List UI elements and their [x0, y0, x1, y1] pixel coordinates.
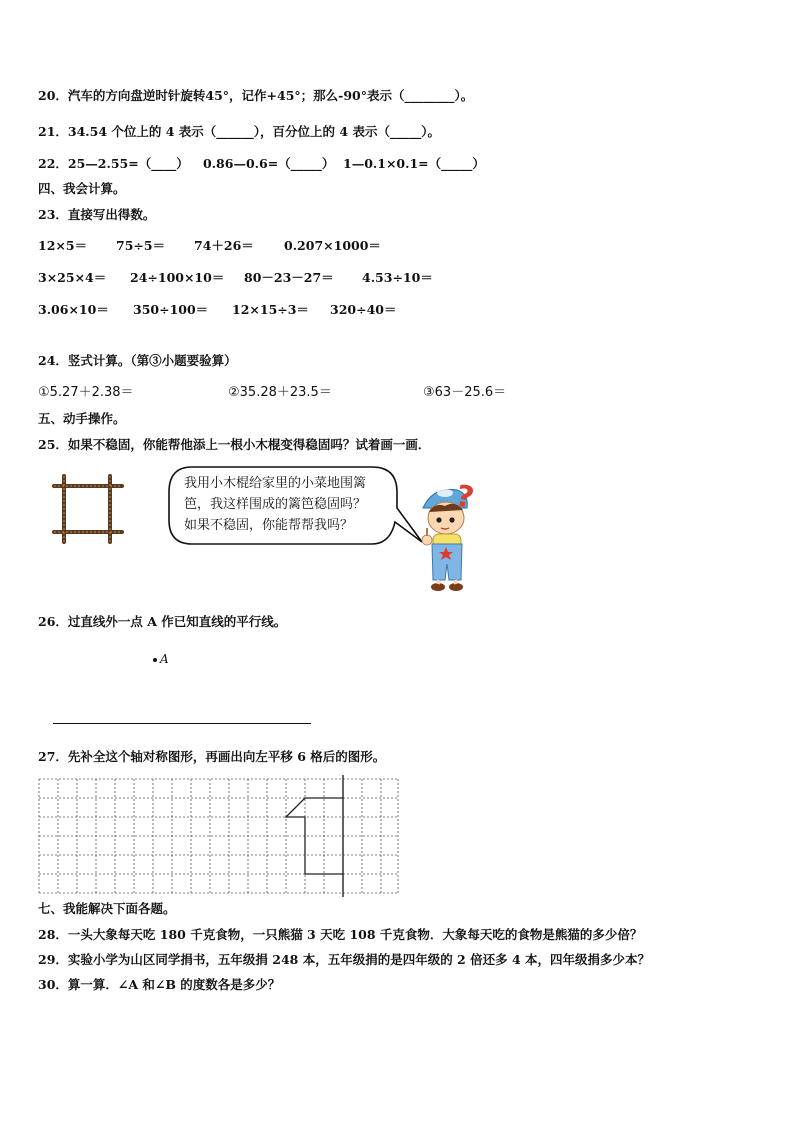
calc-23-1-2: 75÷5＝ [116, 238, 166, 253]
question-21: 21．34.54 个位上的 4 表示（______），百分位上的 4 表示（_____）。 [38, 124, 440, 139]
calc-23-3-4: 320÷40＝ [330, 302, 397, 317]
calc-23-1-3: 74＋26＝ [194, 238, 254, 253]
calc-23-1-1: 12×5＝ [38, 238, 88, 253]
question-30: 30．算一算．∠A 和∠B 的度数各是多少？ [38, 977, 281, 992]
question-29: 29．实验小学为山区同学捐书，五年级捐 248 本，五年级捐的是四年级的 2 倍还多 4 本，四年级捐多少本？ [38, 952, 650, 967]
vertical-calc-2: ②35.28＋23.5＝ [228, 385, 332, 400]
calc-23-3-3: 12×15÷3＝ [232, 302, 309, 317]
question-25: 25．如果不稳固，你能帮他添上一根小木棍变得稳固吗？试着画一画． [38, 437, 431, 452]
half-figure [286, 798, 343, 874]
question-24: 24．竖式计算。（第③小题要验算） [38, 353, 237, 368]
question-22a: 22．25—2.55=（____） [38, 156, 189, 171]
bubble-line-3: 如果不稳固，你能帮帮我吗？ [184, 518, 354, 533]
calc-23-2-1: 3×25×4＝ [38, 270, 107, 285]
question-22b: 0.86—0.6=（_____） [203, 156, 335, 171]
given-line [53, 723, 311, 724]
calc-23-1-4: 0.207×1000＝ [284, 238, 381, 253]
vertical-calc-1: ①5.27＋2.38＝ [38, 385, 134, 400]
boy-cartoon-illustration [415, 482, 487, 600]
square-grid [38, 775, 400, 897]
question-22c: 1—0.1×0.1=（_____） [343, 156, 485, 171]
point-a-label: A [160, 652, 169, 666]
question-28: 28．一头大象每天吃 180 千克食物，一只熊猫 3 天吃 108 千克食物．大象每天吃的食物是熊猫的多少倍？ [38, 927, 643, 942]
calc-23-3-2: 350÷100＝ [133, 302, 209, 317]
section-4-heading: 四、我会计算。 [38, 181, 126, 196]
calc-23-2-2: 24÷100×10＝ [130, 270, 225, 285]
bubble-line-2: 笆，我这样围成的篱笆稳固吗？ [184, 497, 367, 512]
section-7-heading: 七、我能解决下面各题。 [38, 901, 176, 916]
question-mark-icon: ? [452, 478, 477, 517]
question-20: 20．汽车的方向盘逆时针旋转45°，记作+45°；那么-90°表示（________）。 [38, 88, 474, 103]
section-5-heading: 五、动手操作。 [38, 411, 126, 426]
question-23: 23．直接写出得数。 [38, 207, 156, 222]
bubble-line-1: 我用小木棍给家里的小菜地围篱 [184, 476, 367, 491]
question-27: 27．先补全这个轴对称图形，再画出向左平移 6 格后的图形。 [38, 749, 386, 764]
vertical-calc-3: ③63－25.6＝ [423, 385, 507, 400]
wooden-stick-frame [50, 474, 126, 546]
calc-23-2-3: 80－23－27＝ [244, 270, 334, 285]
calc-23-3-1: 3.06×10＝ [38, 302, 109, 317]
calc-23-2-4: 4.53÷10＝ [362, 270, 433, 285]
point-a-dot [153, 658, 157, 662]
bubble-text [184, 473, 366, 536]
question-26: 26．过直线外一点 A 作已知直线的平行线。 [38, 614, 287, 629]
